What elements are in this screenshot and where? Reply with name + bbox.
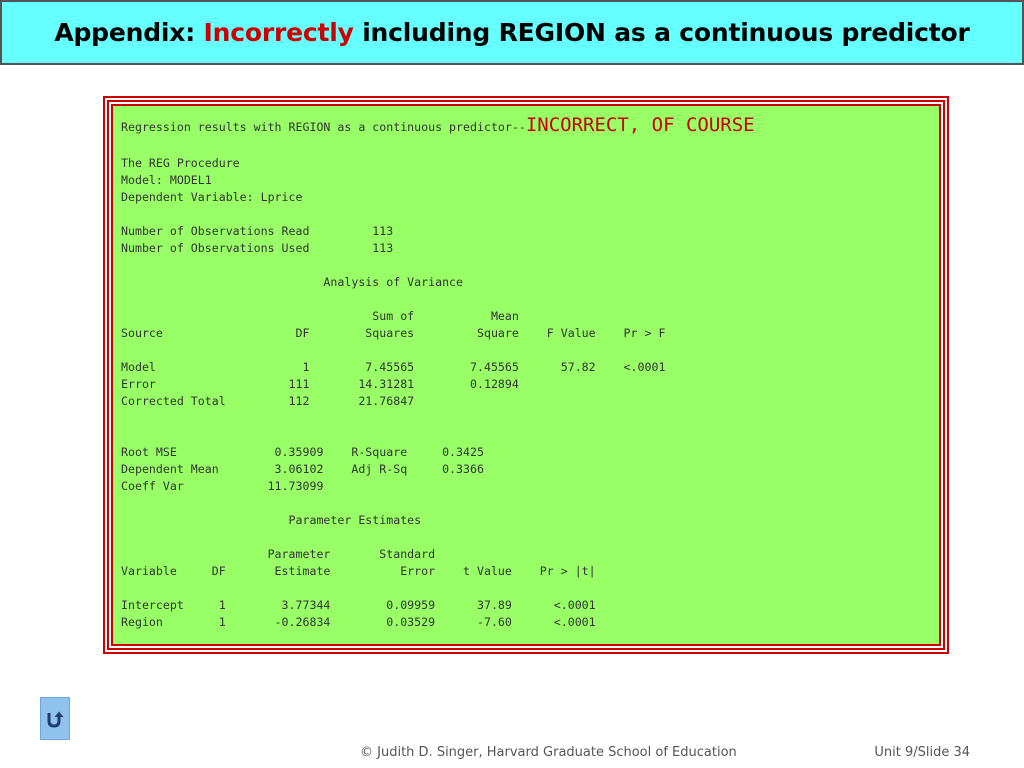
output-line: Parameter Standard: [121, 547, 436, 561]
output-line: [121, 138, 755, 155]
output-line: [121, 206, 755, 223]
output-line: Parameter Estimates: [121, 513, 422, 527]
output-line: [121, 427, 755, 444]
footer-credit: © Judith D. Singer, Harvard Graduate School of Education: [360, 745, 737, 760]
output-line: Intercept 1 3.77344 0.09959 37.89 <.0001: [121, 598, 596, 612]
output-line: Number of Observations Used 113: [121, 241, 394, 255]
back-button[interactable]: [40, 697, 70, 740]
return-arrow-icon: [44, 708, 66, 730]
output-line: Region 1 -0.26834 0.03529 -7.60 <.0001: [121, 615, 596, 629]
output-line: Corrected Total 112 21.76847: [121, 394, 415, 408]
output-line: [121, 342, 755, 359]
output-line: The REG Procedure: [121, 156, 240, 170]
output-line: [121, 410, 755, 427]
slide-title: [54, 18, 969, 47]
title-prefix: Appendix:: [54, 18, 204, 47]
output-line: Sum of Mean: [121, 309, 519, 323]
slide-title-bar: [0, 0, 1024, 65]
output-line: Root MSE 0.35909 R-Square 0.3425: [121, 445, 484, 459]
frame-border-middle: [107, 100, 945, 650]
output-header-accent: INCORRECT, OF COURSE: [525, 114, 755, 136]
output-line: Variable DF Estimate Error t Value Pr > |t|: [121, 564, 596, 578]
output-line: Dependent Mean 3.06102 Adj R-Sq 0.3366: [121, 462, 484, 476]
output-line: Model 1 7.45565 7.45565 57.82 <.0001: [121, 360, 666, 374]
output-line: [121, 257, 755, 274]
output-line: [121, 580, 755, 597]
output-line: [121, 495, 755, 512]
output-line: [121, 291, 755, 308]
sas-output-text: [121, 112, 755, 631]
title-accent: Incorrectly: [203, 18, 354, 47]
output-header-line: [121, 112, 755, 138]
title-suffix: including REGION as a continuous predictor: [353, 18, 970, 47]
output-line: Error 111 14.31281 0.12894: [121, 377, 519, 391]
slide-number: Unit 9/Slide 34: [874, 745, 970, 760]
output-line: [121, 529, 755, 546]
output-header-text: Regression results with REGION as a continuous predictor--: [121, 120, 526, 134]
output-line: Dependent Variable: Lprice: [121, 190, 303, 204]
output-line: Analysis of Variance: [121, 275, 464, 289]
output-line: Number of Observations Read 113: [121, 224, 394, 238]
sas-output-frame: [103, 96, 949, 654]
sas-output-panel: [111, 104, 941, 646]
output-line: Source DF Squares Square F Value Pr > F: [121, 326, 666, 340]
output-line: Coeff Var 11.73099: [121, 479, 324, 493]
output-line: Model: MODEL1: [121, 173, 212, 187]
